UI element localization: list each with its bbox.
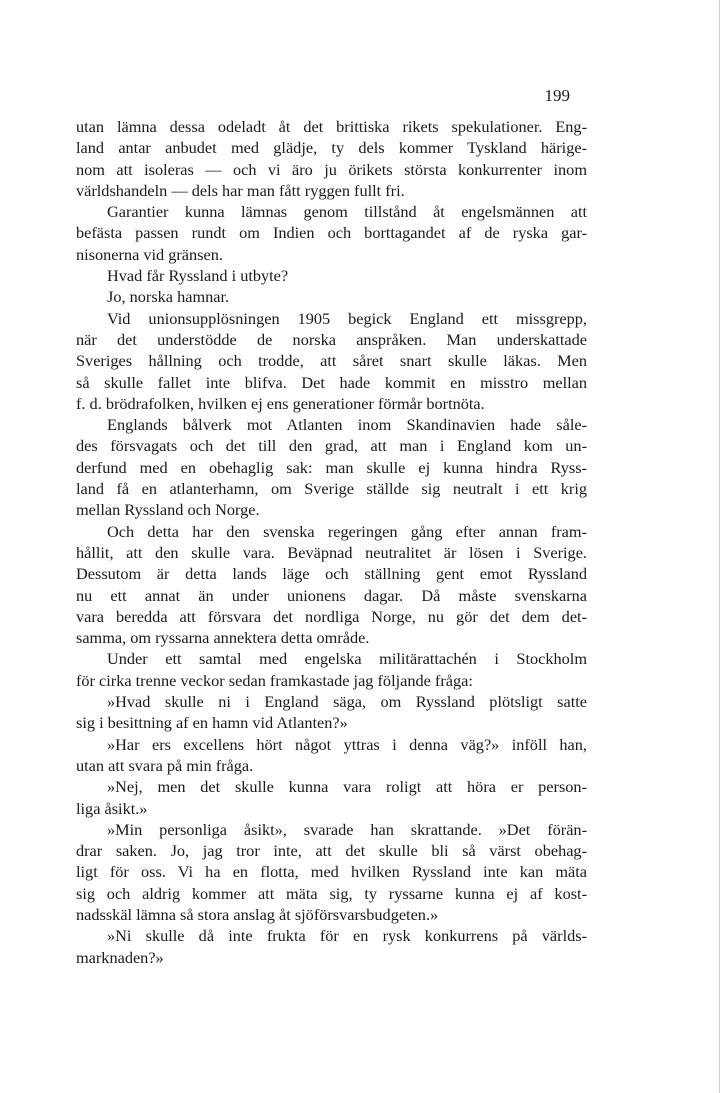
text-line: »Nej, men det skulle kunna vara roligt att höra er person- [107, 777, 587, 797]
text-line: »Har ers excellens hört något yttras i denna väg?» inföll han, [107, 734, 587, 754]
text-line: »Ni skulle då inte frukta för en rysk konkurrens på världs- [107, 926, 587, 946]
text-line: sig och aldrig kommer att mäta sig, ty ryssarne kunna ej af kost- [76, 883, 587, 903]
text-line: utan lämna dessa odeladt åt det brittiska rikets spekulationer. Eng- [76, 117, 587, 136]
text-line: ligt för oss. Vi ha en flotta, med hvilken Ryssland inte kan mäta [76, 862, 587, 882]
text-line: »Hvad skulle ni i England säga, om Ryssland plötsligt satte [107, 692, 587, 712]
text-line: mellan Ryssland och Norge. [76, 500, 260, 520]
text-line: hållit, att den skulle vara. Beväpnad neutralitet är lösen i Sverige. [76, 542, 587, 562]
text-line: f. d. brödrafolken, hvilken ej ens generationer förmår bortnöta. [76, 393, 485, 413]
text-line: för cirka trenne veckor sedan framkastade jag följande fråga: [76, 670, 473, 690]
text-line: des försvagats och det till den grad, att man i England kom un- [76, 436, 587, 456]
text-line: Vid unionsupplösningen 1905 begick England ett missgrepp, [107, 308, 587, 328]
text-line: Jo, norska hamnar. [107, 287, 230, 307]
text-line: världshandeln — dels har man fått ryggen fullt fri. [76, 180, 405, 200]
text-line: derfund med en obehaglig sak: man skulle ej kunna hindra Ryss- [76, 457, 587, 477]
text-line: drar saken. Jo, jag tror inte, att det skulle bli så värst obehag- [76, 841, 587, 861]
text-line: nom att isoleras — och vi äro ju örikets största konkurrenter inom [76, 159, 587, 179]
text-line: Under ett samtal med engelska militärattachén i Stockholm [107, 649, 587, 669]
body-text [76, 116, 587, 968]
text-line: »Min personliga åsikt», svarade han skrattande. »Det förän- [107, 819, 587, 839]
text-line: befästa passen rundt om Indien och borttagandet af de ryska gar- [76, 223, 587, 243]
text-line: Hvad får Ryssland i utbyte? [107, 266, 289, 286]
text-line: utan att svara på min fråga. [76, 755, 254, 775]
text-line: Englands bålverk mot Atlanten inom Skandinavien hade såle- [107, 415, 587, 435]
text-line: när det understödde de norska anspråken. Man underskattade [76, 329, 587, 349]
text-line: Garantier kunna lämnas genom tillstånd åt engelsmännen att [107, 202, 587, 222]
text-line: vara beredda att försvara det nordliga Norge, nu gör det dem det- [76, 606, 587, 626]
text-line: land få en atlanterhamn, om Sverige ställde sig neutralt i ett krig [76, 479, 587, 499]
text-line: Och detta har den svenska regeringen gång efter annan fram- [107, 521, 587, 541]
text-line: samma, om ryssarna annektera detta område. [76, 628, 370, 648]
text-line: så skulle fallet inte blifva. Det hade kommit en misstro mellan [76, 372, 587, 392]
text-line: sig i besittning af en hamn vid Atlanten?» [76, 713, 348, 733]
text-line: Dessutom är detta lands läge och ställning gent emot Ryssland [76, 564, 587, 584]
text-line: liga åsikt.» [76, 798, 148, 818]
text-line: Sveriges hållning och trodde, att såret snart skulle läkas. Men [76, 351, 587, 371]
text-line: land antar anbudet med glädje, ty dels kommer Tyskland härige- [76, 138, 587, 158]
page-number: 199 [544, 86, 570, 105]
text-line: nisonerna vid gränsen. [76, 244, 223, 264]
text-line: nu ett annat än under unionens dagar. Då måste svenskarna [76, 585, 587, 605]
text-line: marknaden?» [76, 947, 164, 967]
text-line: nadsskäl lämna så stora anslag åt sjöförsvarsbudgeten.» [76, 904, 439, 924]
